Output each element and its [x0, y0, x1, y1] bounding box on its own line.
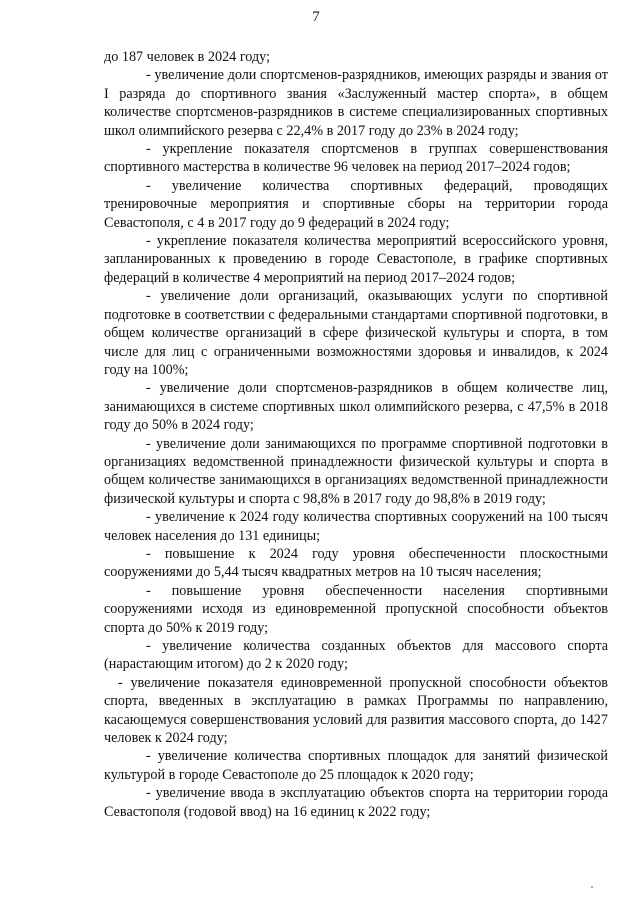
- list-item: - увеличение показателя единовременной пропускной способности объектов спорта, введенных в эксплуатацию в рамках Программы по направлению, касающемуся совершенствования условий для развития массового спорта, до 1427 человек к 2024 году;: [104, 674, 608, 747]
- list-item: - укрепление показателя количества мероприятий всероссийского уровня, запланированных к проведению в городе Севастополе, в графике спортивных федераций в количестве 4 мероприятий на период 2017–2024 годов;: [104, 233, 608, 286]
- list-item: - повышение к 2024 году уровня обеспеченности плоскостными сооружениями до 5,44 тысяч квадратных метров на 10 тысяч населения;: [104, 545, 608, 581]
- document-body: [104, 48, 608, 821]
- list-item: - увеличение ввода в эксплуатацию объектов спорта на территории города Севастополя (годовой ввод) на 16 единиц к 2022 году;: [104, 785, 608, 820]
- scan-speck: [591, 886, 593, 888]
- list-item: - повышение уровня обеспеченности населения спортивными сооружениями исходя из единовременной пропускной способности объектов спорта до 50% к 2019 году;: [104, 582, 608, 636]
- list-item: - увеличение количества спортивных федераций, проводящих тренировочные мероприятия и спортивные сборы на территории города Севастополя, с 4 в 2017 году до 9 федераций в 2024 году;: [104, 177, 608, 231]
- paragraph: до 187 человек в 2024 году;: [104, 49, 271, 65]
- page-number: 7: [312, 9, 320, 25]
- list-item: - увеличение количества созданных объектов для массового спорта (нарастающим итогом) до 2 к 2020 году;: [104, 638, 608, 673]
- list-item: - увеличение к 2024 году количества спортивных сооружений на 100 тысяч человек населения до 131 единицы;: [104, 509, 608, 544]
- list-item: - укрепление показателя спортсменов в группах совершенствования спортивного мастерства в количестве 96 человек на период 2017–2024 годов;: [104, 141, 608, 176]
- list-item: - увеличение доли занимающихся по программе спортивной подготовки в организациях ведомственной принадлежности физической культуры и спорта в общем количестве занимающихся в организациях ведомственной принадлежности физической культуры и спорта с 98,8% в 2017 году до 98,8% в 2019 году;: [104, 435, 608, 507]
- list-item: - увеличение доли организаций, оказывающих услуги по спортивной подготовке в соответствии с федеральными стандартами спортивной подготовки, в общем количестве организаций в сфере физической культуры и спорта, в том числе для лиц с ограниченными возможностями здоровья и инвалидов, к 2024 году на 100%;: [104, 288, 608, 378]
- list-item: - увеличение доли спортсменов-разрядников в общем количестве лиц, занимающихся в системе спортивных школ олимпийского резерва, с 47,5% в 2018 году до 50% в 2024 году;: [104, 380, 608, 434]
- list-item: - увеличение доли спортсменов-разрядников, имеющих разряды и звания от I разряда до спортивного звания «Заслуженный мастер спорта», в общем количестве спортсменов-разрядников в системе специализированных спортивных школ олимпийского резерва с 22,4% в 2017 году до 23% в 2024 году;: [104, 67, 608, 139]
- list-item: - увеличение количества спортивных площадок для занятий физической культурой в городе Севастополе до 25 площадок к 2020 году;: [104, 748, 608, 783]
